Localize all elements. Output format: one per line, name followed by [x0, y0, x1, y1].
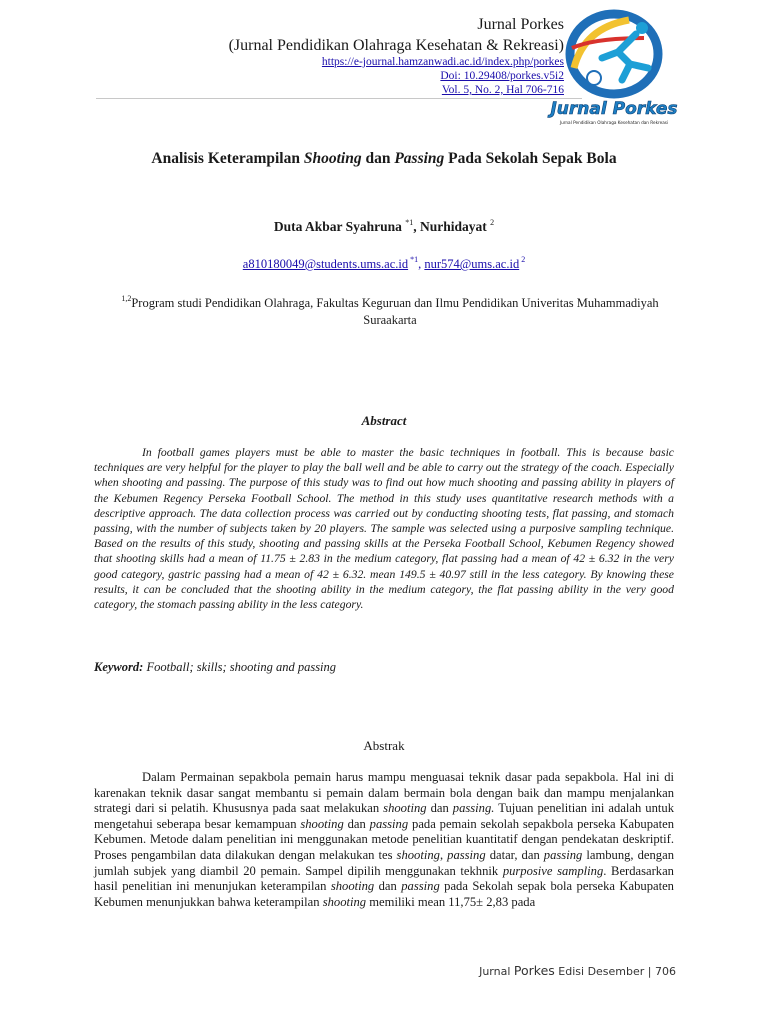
paper-title: Analisis Keterampilan Shooting dan Passing Pada Sekolah Sepak Bola — [151, 150, 617, 167]
doi-link[interactable]: Doi: 10.29408/porkes.v5i2 — [440, 70, 564, 82]
journal-name: Jurnal Porkes — [477, 16, 564, 33]
page-number: 706 — [655, 965, 676, 978]
author-emails: a810180049@students.ums.ac.id $^{*1}$, nur574@ums.ac.id $^2$ — [242, 255, 526, 271]
abstract-heading: Abstract — [361, 413, 407, 428]
abstrak-indonesian: Dalam Permainan sepakbola pemain harus mampu menguasai teknik dasar pada sepakbola. Hal ini di karenakan teknik dasar sangat membantu si pemain dalam bermain bola dengan baik dan mampu menjalankan strategi dari si pelatih. Khususnya pada saat melakukan shooting dan passing. Tujuan penelitian ini adalah untuk mengetahui seberapa besar kemampuan shooting dan passing pada pemain sekolah sepakbola perseka Kabupaten Kebumen. Metode dalam penelitian ini menggunakan metode penelitian kuantitatif dengan pendekatan deskriptif. Proses pengambilan data dilakukan dengan melakukan tes shooting, passing datar, dan passing lambung, dengan jumlah subjek yang diambil 20 pemain. Sampel dipilih menggunakan tekhnik purposive sampling. Berdasarkan hasil penelitian ini menunjukan keterampilan shooting dan passing pada Sekolah sepak bola perseka Kabupaten Kebumen menunjukkan bahwa keterampilan shooting memiliki mean 11,75± 2,83 pada — [94, 770, 674, 909]
author-1: Duta Akbar Syahruna — [273, 219, 406, 234]
journal-url-link[interactable]: https://e-journal.hamzanwadi.ac.id/index.php/porkes — [321, 56, 564, 68]
volume-link[interactable]: Vol. 5, No. 2, Hal 706-716 — [441, 84, 564, 96]
jurnal-porkes-logo — [544, 8, 684, 128]
logo-subtext: Jurnal Pendidikan Olahraga Kesehatan dan Rekreasi — [559, 120, 669, 125]
header-divider — [96, 98, 582, 99]
affiliation: $^{1,2}$Program studi Pendidikan Olahraga, Fakultas Keguruan dan Ilmu Pendidikan Univeritas Muhammadiyah Suraakarta — [121, 294, 659, 327]
keywords: Keyword: Football; skills; shooting and passing — [94, 660, 337, 674]
abstrak-heading: Abstrak — [363, 738, 405, 753]
abstract-english: In football games players must be able to master the basic techniques in football. This is because basic techniques are very helpful for the player to play the ball well and be able to carry out the strategy of the coach. Especially when shooting and passing. The purpose of this study was to find out how much shooting and passing ability in players of the Kebumen Regency Perseka Football School. The method in this study uses quantitative research methods with a descriptive approach. The data collection process was carried out by conducting shooting tests, flat passing, and stomach passing, with the number of subjects taken by 20 players. The sample was selected using a purposive sampling technique. Based on the results of this study, shooting and passing skills at the Perseka Football School, Kebumen Regency showed that shooting skills had a mean of 11.75 ± 2.83 in the medium category, flat passing had a mean of 42 ± 6.32 in the very good category, gastric passing had a mean of 42 ± 6.32. mean 149.5 ± 40.97 still in the less category. By knowing these results, it can be concluded that the shooting ability in the medium category, the flat passing ability in the very good category, the stomach passing ability in the less category. — [94, 446, 674, 612]
page-footer: Jurnal Porkes Edisi Desember | 706 — [479, 963, 676, 978]
journal-full-name: (Jurnal Pendidikan Olahraga Kesehatan & Rekreasi) — [228, 37, 564, 54]
email-1-link[interactable]: a810180049@students.ums.ac.id — [242, 257, 409, 271]
author-2: Nurhidayat — [420, 219, 491, 234]
logo-text: Jurnal Porkes — [550, 99, 678, 119]
email-2-link[interactable]: nur574@ums.ac.id — [424, 257, 520, 271]
logo-ball — [587, 71, 601, 85]
authors: Duta Akbar Syahruna $^{*1}$, Nurhidayat $^2$ — [273, 218, 495, 234]
